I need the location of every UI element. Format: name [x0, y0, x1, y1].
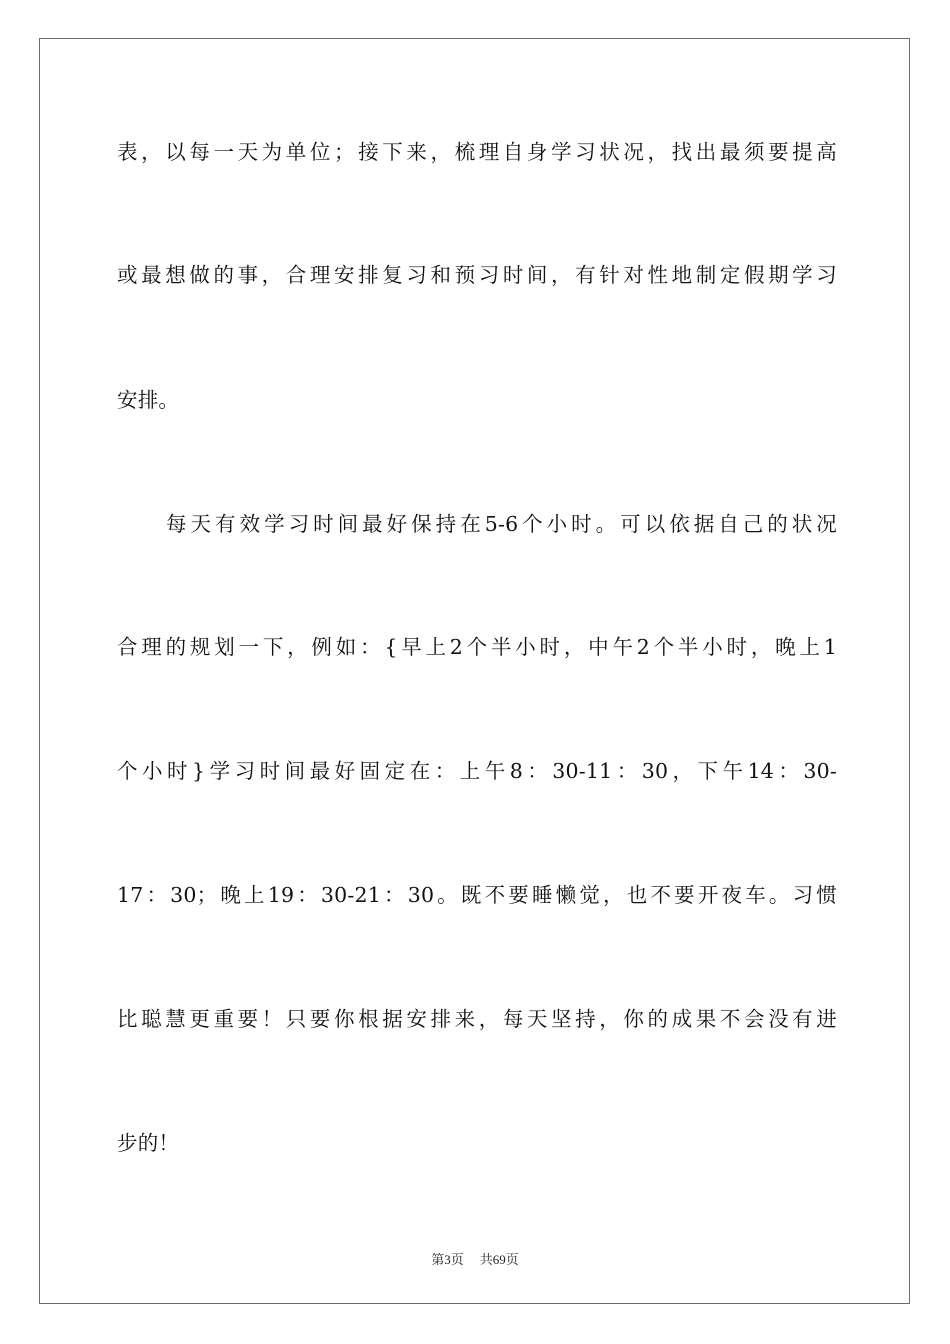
body-text-line: 安排。 [117, 388, 180, 412]
body-text-line: 17：30；晚上19：30-21：30。既不要睡懒觉，也不要开夜车。习惯 [117, 883, 837, 907]
page-number: 第3页 [431, 1252, 464, 1267]
body-text-line: 比聪慧更重要！只要你根据安排来，每天坚持，你的成果不会没有进 [117, 1007, 837, 1031]
body-text-line: 表，以每一天为单位；接下来，梳理自身学习状况，找出最须要提高 [117, 140, 837, 164]
page-footer [0, 1249, 950, 1268]
page-total: 共69页 [479, 1252, 519, 1267]
body-text-line: 或最想做的事，合理安排复习和预习时间，有针对性地制定假期学习 [117, 263, 837, 287]
body-text-line: 步的！ [117, 1131, 180, 1155]
body-text-line: 个小时}学习时间最好固定在：上午8：30-11：30，下午14：30- [117, 759, 837, 783]
page-border [39, 38, 910, 1304]
body-text-line: 合理的规划一下，例如：{早上2个半小时，中午2个半小时，晚上1 [117, 635, 837, 659]
body-text-line: 每天有效学习时间最好保持在5-6个小时。可以依据自己的状况 [117, 512, 837, 536]
